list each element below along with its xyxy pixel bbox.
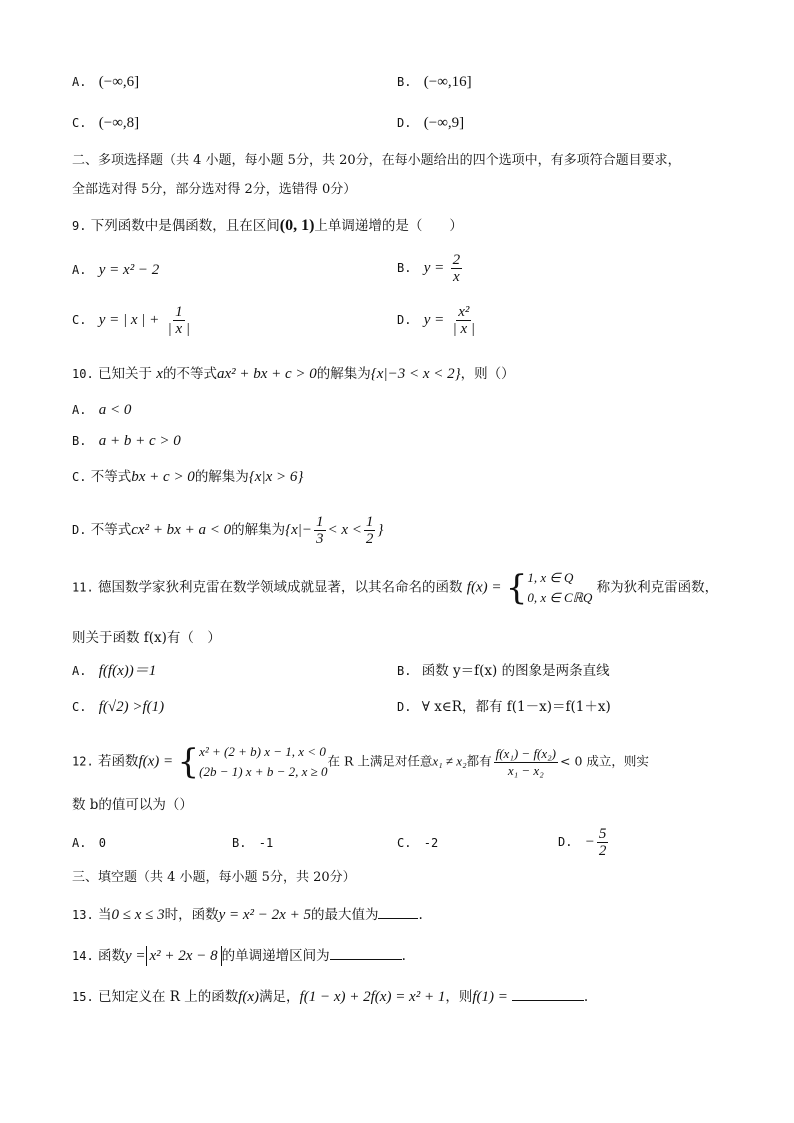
q9-option-c xyxy=(72,304,194,337)
option-label: D. xyxy=(397,700,412,714)
option-math: y = x² − 2 xyxy=(98,262,160,278)
q11-line2: 则关于函数 f(x)有（ ） xyxy=(72,630,221,646)
q10-inequality: ax² + bx + c > 0 xyxy=(216,366,317,382)
q11-stem xyxy=(72,568,718,608)
question-number: 14. xyxy=(72,949,94,963)
q14-end: . xyxy=(401,948,406,964)
case-2: (2b − 1) x + b − 2, x ≥ 0 xyxy=(199,764,328,779)
option-lhs: y = xyxy=(423,260,445,276)
answer-blank[interactable] xyxy=(512,986,584,1001)
option-value: -1 xyxy=(258,836,274,850)
option-label: A. xyxy=(72,263,87,277)
option-value: 0 xyxy=(98,836,106,850)
q11-text-b: 称为狄利克雷函数， xyxy=(596,579,719,596)
fraction xyxy=(451,304,477,337)
q9-text-b: 上单调递增的是（ ） xyxy=(314,218,463,234)
q13-func: y = x² − 2x + 5 xyxy=(218,907,311,923)
option-math: (−∞,6] xyxy=(98,74,140,90)
option-label: A. xyxy=(72,403,87,417)
option-label: B. xyxy=(72,434,87,448)
q12-stem xyxy=(72,742,649,782)
option-label: B. xyxy=(397,261,412,275)
denominator: 2 xyxy=(598,843,607,859)
q10-text-d: ，则（） xyxy=(460,366,515,382)
q9-option-b xyxy=(397,252,464,285)
q10-text-b: 的不等式 xyxy=(162,366,217,382)
fraction xyxy=(451,252,463,285)
q12-option-c xyxy=(397,833,438,853)
q8-option-b xyxy=(397,72,472,92)
option-set: {x|x > 6} xyxy=(248,469,304,485)
q9-option-d xyxy=(397,304,479,337)
q13-stem xyxy=(72,904,423,925)
option-label: C. xyxy=(72,470,87,484)
option-label: A. xyxy=(72,75,87,89)
question-number: 11. xyxy=(72,580,94,595)
q11-func: f(x) = xyxy=(466,579,502,596)
q10-var: x xyxy=(156,366,163,382)
option-ineq: bx + c > 0 xyxy=(131,469,195,485)
q9-text-a: 下列函数中是偶函数，且在区间 xyxy=(90,218,280,234)
option-lhs: y = xyxy=(423,312,445,328)
q8-option-d xyxy=(397,113,464,133)
numerator: 1 xyxy=(365,514,374,530)
q11-option-b xyxy=(397,661,610,681)
option-math: a < 0 xyxy=(98,402,132,418)
left-brace: { xyxy=(177,742,200,782)
q13-text-a: 当 xyxy=(97,907,112,923)
q14-text-a: 函数 xyxy=(97,948,125,964)
option-label: D. xyxy=(558,835,573,849)
q13-text-c: 的最大值为 xyxy=(310,907,379,923)
q12-func: f(x) = xyxy=(138,753,174,770)
q10-stem xyxy=(72,364,515,384)
q10-text-c: 的解集为 xyxy=(316,366,371,382)
denominator: 3 xyxy=(316,531,324,547)
question-number: 13. xyxy=(72,908,94,922)
q12-option-b xyxy=(232,833,273,853)
answer-blank[interactable] xyxy=(330,945,402,960)
denominator: 2 xyxy=(365,531,374,547)
denominator: | x | xyxy=(452,321,475,337)
left-brace: { xyxy=(505,568,528,608)
question-number: 12. xyxy=(72,754,94,769)
numerator: 1 xyxy=(175,304,183,320)
fraction xyxy=(314,514,326,547)
option-math: f(√2) >f(1) xyxy=(98,699,165,715)
q15-equation: f(1 − x) + 2f(x) = x² + 1 xyxy=(299,989,446,1005)
piecewise xyxy=(506,568,593,608)
q12-text-a: 若函数 xyxy=(97,753,139,770)
q9-interval: (0, 1) xyxy=(279,217,315,234)
q13-cond: 0 ≤ x ≤ 3 xyxy=(111,907,165,923)
option-label: B. xyxy=(232,836,247,850)
q8-option-c xyxy=(72,113,139,133)
option-ineq: cx² + bx + a < 0 xyxy=(131,522,232,538)
option-math: f(f(x))＝1 xyxy=(98,663,157,679)
option-label: A. xyxy=(72,664,87,678)
question-number: 9. xyxy=(72,219,87,233)
set-left: {x|− xyxy=(285,522,312,538)
q11-option-a xyxy=(72,661,156,681)
option-label: B. xyxy=(397,75,412,89)
q12-text-b: 在 R 上满足对任意 xyxy=(327,753,433,769)
q11-option-c xyxy=(72,697,164,717)
q13-text-b: 时，函数 xyxy=(164,907,219,923)
fraction xyxy=(364,514,376,547)
case-1: 1, x ∈ Q xyxy=(527,570,574,585)
q12-cond: x₁ ≠ x₂ xyxy=(432,753,467,769)
section-3-heading: 三、填空题（共 4 小题，每小题 5分，共 20分） xyxy=(72,870,356,885)
q14-lhs: y = xyxy=(124,948,146,964)
option-text-b: 的解集为 xyxy=(231,522,286,538)
numerator: 5 xyxy=(598,826,607,842)
question-number: 10. xyxy=(72,367,94,381)
option-label: D. xyxy=(397,313,412,327)
option-text: 函数 y＝f(x) 的图象是两条直线 xyxy=(421,663,610,679)
option-label: D. xyxy=(397,116,412,130)
option-math: (−∞,9] xyxy=(423,115,465,131)
case-1: x² + (2 + b) x − 1, x < 0 xyxy=(199,744,326,759)
q9-stem xyxy=(72,216,463,236)
option-label: B. xyxy=(397,664,412,678)
question-number: 15. xyxy=(72,990,94,1004)
numerator: f(x₁) − f(x₂) xyxy=(495,745,557,761)
set-right: } xyxy=(377,522,384,538)
q10-option-c xyxy=(72,467,303,487)
option-text-b: 的解集为 xyxy=(194,469,249,485)
denominator: x₁ − x₂ xyxy=(507,762,544,778)
option-label: C. xyxy=(397,836,412,850)
section-2-heading-line1: 二、多项选择题（共 4 小题，每小题 5分，共 20分，在每小题给出的四个选项中，有多项符合题目要求， xyxy=(72,153,681,168)
set-middle: < x < xyxy=(327,522,362,538)
option-label: C. xyxy=(72,700,87,714)
option-label: C. xyxy=(72,313,87,327)
numerator: x² xyxy=(458,304,470,320)
numerator: 1 xyxy=(316,514,324,530)
option-math: (−∞,16] xyxy=(423,74,472,90)
option-lhs: y = | x | + xyxy=(98,312,160,328)
option-text-a: 不等式 xyxy=(90,469,132,485)
case-2: 0, x ∈ CℝQ xyxy=(527,590,593,605)
q9-option-a xyxy=(72,260,159,280)
q11-option-d xyxy=(397,697,611,717)
q12-text-c: 都有 xyxy=(466,753,492,769)
q12-option-d xyxy=(558,826,610,859)
option-label: D. xyxy=(72,523,87,537)
denominator: x xyxy=(452,269,460,285)
fraction xyxy=(494,746,558,779)
q14-text-b: 的单调递增区间为 xyxy=(221,948,330,964)
q11-text-a: 德国数学家狄利克雷在数学领域成就显著，以其名命名的函数 xyxy=(97,579,463,596)
q15-text-c: ，则 xyxy=(445,989,473,1005)
q12-text-d: < 0 成立，则实 xyxy=(560,753,649,769)
q15-text-b: 满足， xyxy=(259,989,300,1005)
q13-end: . xyxy=(418,907,423,923)
q14-stem xyxy=(72,945,406,966)
q10-option-b xyxy=(72,431,181,451)
option-math: (−∞,8] xyxy=(98,115,140,131)
q10-option-a xyxy=(72,400,131,420)
option-sign: − xyxy=(584,834,595,850)
option-text-a: 不等式 xyxy=(90,522,132,538)
fraction xyxy=(166,304,192,337)
numerator: 2 xyxy=(452,252,461,268)
piecewise xyxy=(177,742,327,782)
q10-solution-set: {x|−3 < x < 2} xyxy=(370,366,461,382)
option-math: a + b + c > 0 xyxy=(98,433,181,449)
section-2-heading-line2: 全部选对得 5分，部分选对得 2分，选错得 0分） xyxy=(72,182,357,197)
option-label: C. xyxy=(72,116,87,130)
q15-fx: f(x) xyxy=(238,989,260,1005)
option-label: A. xyxy=(72,836,87,850)
q15-text-a: 已知定义在 R 上的函数 xyxy=(97,989,239,1005)
q8-option-a xyxy=(72,72,139,92)
q10-text-a: 已知关于 xyxy=(97,366,152,382)
q15-stem xyxy=(72,986,588,1007)
answer-blank[interactable] xyxy=(378,904,418,919)
q12-option-a xyxy=(72,833,106,853)
q14-abs-expr: x² + 2x − 8 xyxy=(146,946,222,966)
denominator: | x | xyxy=(167,321,191,337)
q12-line2: 数 b的值可以为（） xyxy=(72,797,193,813)
q15-f1: f(1) = xyxy=(472,989,508,1005)
q10-option-d xyxy=(72,514,383,547)
fraction xyxy=(597,826,609,859)
q15-end: . xyxy=(583,989,589,1005)
option-text: ∀ x∈R，都有 f(1－x)＝f(1＋x) xyxy=(421,699,611,715)
option-value: -2 xyxy=(423,836,439,850)
